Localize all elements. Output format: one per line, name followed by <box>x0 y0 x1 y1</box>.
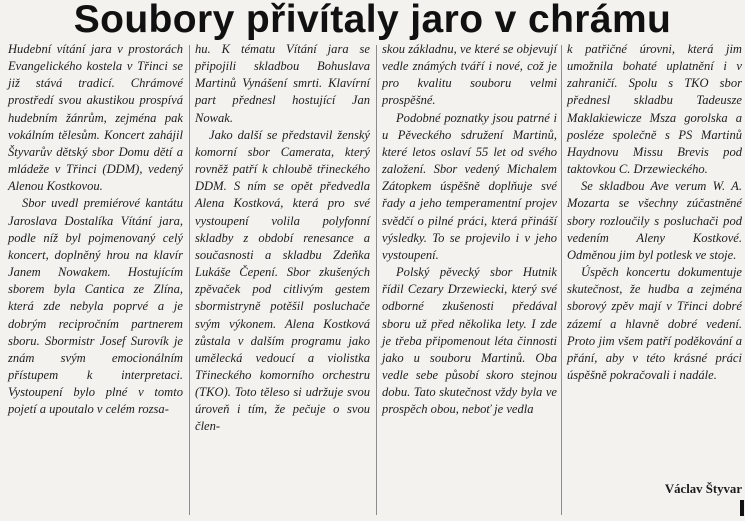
paragraph: Se skladbou Ave verum W. A. Mozarta se všechny zúčastněné sbory rozloučily s posluchači pod vedením Aleny Kostkové. Odměnou jim byl potlesk ve stoje. <box>567 179 742 262</box>
column-divider <box>376 45 377 515</box>
page-edge-mark <box>740 500 744 516</box>
paragraph: Podobné poznatky jsou patrné i u Pěveckého sdružení Martinů, které letos oslaví 55 let od svého založení. Sbor vedený Michalem Zátopkem úspěšně doplňuje své řady a jeho temperamentní projev svědčí o pilné práci, která přináší výsledky. To se projevilo i v jeho vystoupení. <box>382 110 557 262</box>
article-headline: Soubory přivítaly jaro v chrámu <box>73 0 672 41</box>
paragraph: Hudební vítání jara v prostorách Evangelického kostela v Třinci se již stává tradicí. Chrámové prostředí svou akustikou prospívá hudebním žánrům, zejména pak vokálním tělesům. Koncert zahájil Štyvarův dětský sbor Domu dětí a mládeže v Třinci (DDM), vedený Alenou Kostkovou. <box>8 42 183 194</box>
column-divider <box>561 45 562 515</box>
paragraph: skou základnu, ve které se objevují vedle známých tváří i nové, což je pro kvalitu souboru velmi prospěšné. <box>382 42 557 108</box>
paragraph: hu. K tématu Vítání jara se připojili skladbou Bohuslava Martinů Vynášení smrti. Klavírní part přednesl hostující Jan Nowak. <box>195 42 370 125</box>
column-4 <box>567 41 742 384</box>
author-signature: Václav Štyvar <box>664 482 742 496</box>
paragraph: Sbor uvedl premiérové kantátu Jaroslava Dostalíka Vítání jara, podle níž byl pojmenovaný celý koncert, doplněný hrou na klavír Janem Nowakem. Hostujícím sborem byla Cantica ze Zlína, která zde nebyla poprvé a je dobrým recipročním partnerem sboru. Sbormistr Josef Surovík je znám svým emocionálním přístupem k interpretaci. Vystoupení bylo plné v tomto pojetí a upoutalo v celém rozsa- <box>8 196 183 417</box>
column-1 <box>8 41 183 418</box>
paragraph: Jako další se představil ženský komorní sbor Camerata, který rovněž patří k chloubě třineckého DDM. S ním se opět předvedla Alena Kostková, která pro své vystoupení volila polyfonní skladby z období renesance a současnosti a skladbu Zdeňka Lukáše Čepení. Sbor zkušených zpěvaček pod citlivým gestem sbormistryně potěšil posluchače svým výkonem. Alena Kostková zůstala v dalším programu jako umělecká vedoucí a violistka Třineckého komorního orchestru (TKO). Toto těleso si udržuje svou úroveň i tím, že pečuje o svou člen- <box>195 127 370 434</box>
column-3 <box>382 41 557 418</box>
paragraph: Úspěch koncertu dokumentuje skutečnost, že hudba a zejména sborový zpěv mají v Třinci dobré zázemí a hlavně dobré vedení. Proto jim všem patří poděkování a přání, aby v této krásné práci úspěšně pokračovali i nadále. <box>567 265 742 382</box>
column-2 <box>195 41 370 436</box>
article-body <box>0 41 745 519</box>
paragraph: Polský pěvecký sbor Hutnik řídil Cezary Drzewiecki, který své odborné zkušenosti předával sboru už před několika lety. I zde je třeba připomenout léta činnosti jako u souboru Martinů. Oba vedle sebe působí skoro stejnou dobu. Tato skutečnost vždy byla ve prospěch obou, neboť je vedla <box>382 265 557 417</box>
paragraph: k patřičné úrovni, která jim umožnila bohaté uplatnění i v zahraničí. Spolu s TKO sbor přednesl skladbu Tadeusze Maklakiewicze Msza gorolska a posléze společně s PS Martinů Haydnovu Missu Brevis pod taktovkou C. Drzewieckého. <box>567 42 742 177</box>
column-divider <box>189 45 190 515</box>
